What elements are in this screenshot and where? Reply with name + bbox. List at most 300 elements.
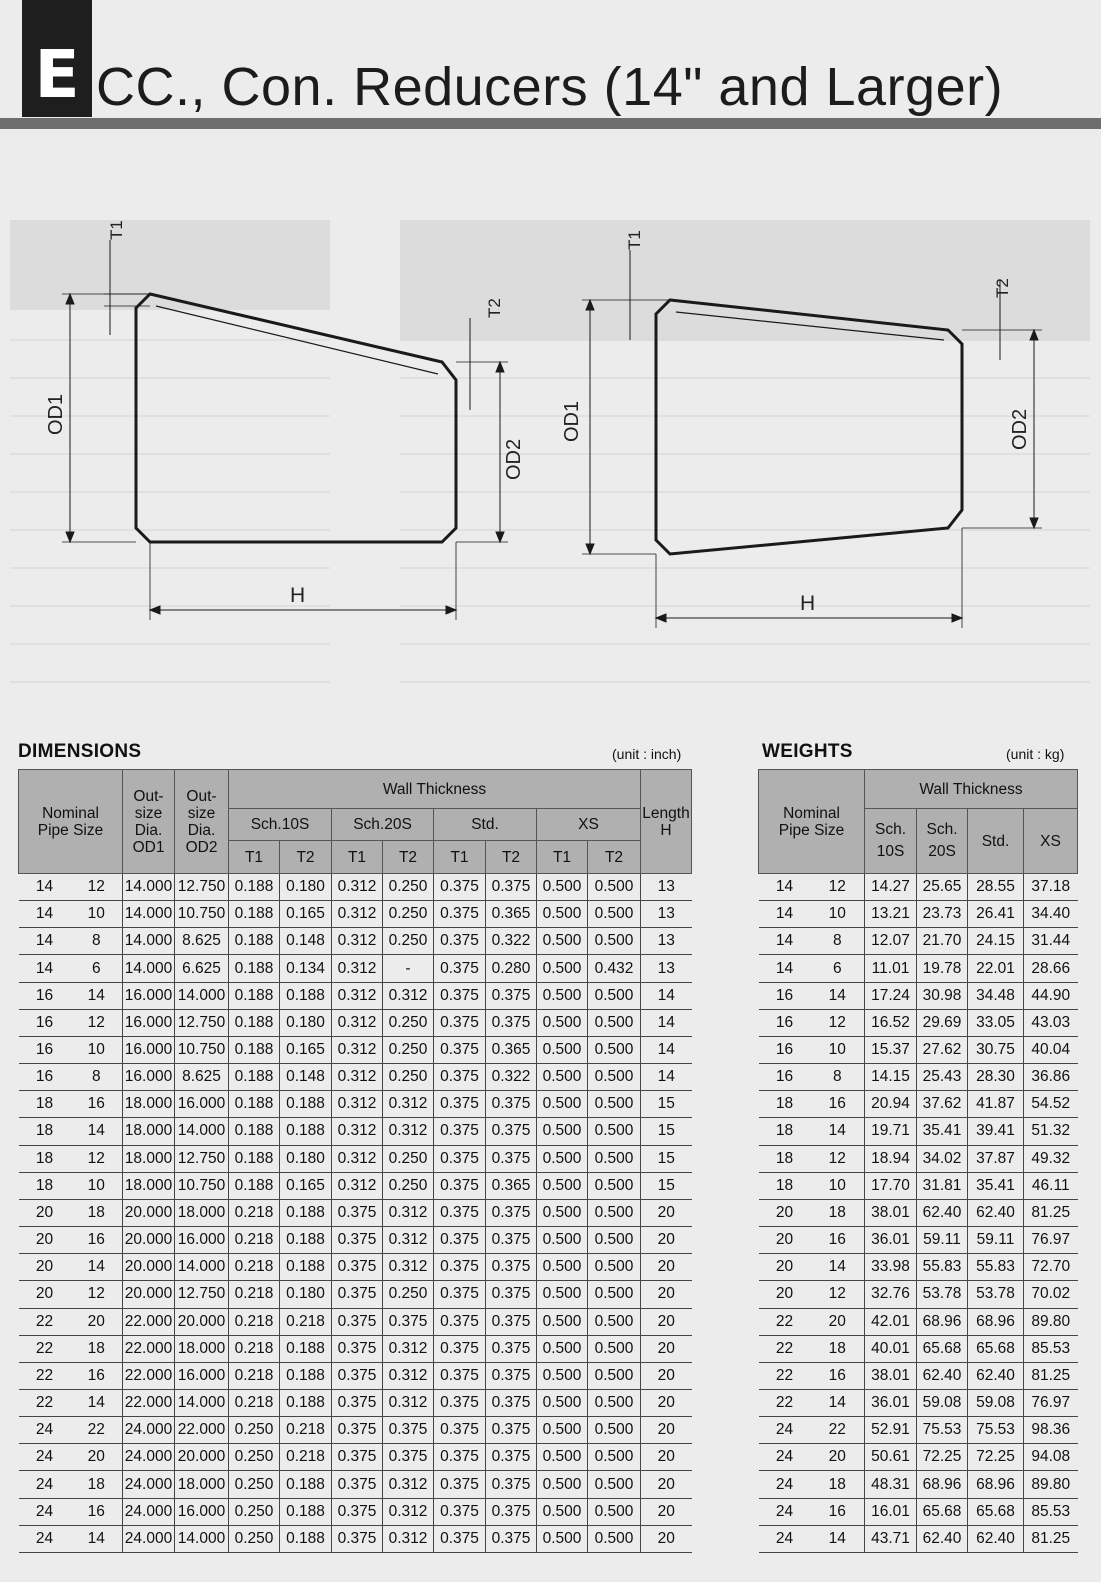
weight-xs-cell: 31.44 — [1024, 928, 1078, 955]
weight-std-cell: 68.96 — [968, 1308, 1024, 1335]
nps-small-cell: 14 — [71, 1118, 123, 1145]
weight-sch10s-cell: 52.91 — [865, 1417, 917, 1444]
weight-std-cell: 26.41 — [968, 901, 1024, 928]
nps-small-cell: 12 — [811, 1145, 865, 1172]
weight-xs-cell: 85.53 — [1024, 1335, 1078, 1362]
t1-header: T1 — [332, 841, 383, 874]
sch20s-t2-cell: 0.312 — [383, 1471, 434, 1498]
length-h-cell: 13 — [641, 874, 692, 901]
weight-xs-cell: 54.52 — [1024, 1091, 1078, 1118]
table-row — [759, 1254, 1078, 1281]
table-row — [19, 1118, 692, 1145]
sch20s-t2-cell: 0.375 — [383, 1308, 434, 1335]
od2-cell: 10.750 — [175, 901, 229, 928]
weights-sch10s-line1: Sch. — [874, 821, 906, 838]
xs-t1-cell: 0.500 — [537, 1118, 588, 1145]
weight-sch20s-cell: 29.69 — [917, 1009, 968, 1036]
table-row — [19, 1009, 692, 1036]
weight-sch10s-cell: 38.01 — [865, 1362, 917, 1389]
weight-xs-cell: 81.25 — [1024, 1525, 1078, 1552]
xs-t1-cell: 0.500 — [537, 1444, 588, 1471]
weight-sch10s-cell: 17.24 — [865, 982, 917, 1009]
weights-sch20s-line1: Sch. — [926, 821, 958, 838]
sch20s-t1-cell: 0.312 — [332, 1064, 383, 1091]
od2-cell: 14.000 — [175, 1254, 229, 1281]
nps-small-cell: 12 — [811, 1281, 865, 1308]
sch20s-t2-cell: 0.312 — [383, 1525, 434, 1552]
weight-sch20s-cell: 65.68 — [917, 1335, 968, 1362]
sch10s-t1-cell: 0.250 — [229, 1525, 280, 1552]
std-t2-cell: 0.375 — [486, 1362, 537, 1389]
std-t1-cell: 0.375 — [434, 1471, 486, 1498]
xs-t2-cell: 0.500 — [588, 1525, 641, 1552]
nps-large-cell: 24 — [759, 1444, 811, 1471]
weight-sch20s-cell: 21.70 — [917, 928, 968, 955]
std-t2-cell: 0.365 — [486, 1036, 537, 1063]
sch10s-t2-cell: 0.188 — [280, 982, 332, 1009]
weight-std-cell: 72.25 — [968, 1444, 1024, 1471]
od1-cell: 24.000 — [123, 1417, 175, 1444]
xs-t1-cell: 0.500 — [537, 1064, 588, 1091]
nps-large-cell: 18 — [759, 1118, 811, 1145]
weight-sch20s-cell: 27.62 — [917, 1036, 968, 1063]
od2-header-line3: Dia. — [187, 821, 216, 839]
weight-sch20s-cell: 19.78 — [917, 955, 968, 982]
std-t2-cell: 0.375 — [486, 1308, 537, 1335]
weight-xs-cell: 81.25 — [1024, 1199, 1078, 1226]
nps-large-cell: 20 — [759, 1199, 811, 1226]
weight-sch20s-cell: 59.08 — [917, 1389, 968, 1416]
weight-std-cell: 37.87 — [968, 1145, 1024, 1172]
nps-small-cell: 14 — [811, 1389, 865, 1416]
weight-xs-cell: 37.18 — [1024, 874, 1078, 901]
od2-cell: 12.750 — [175, 1281, 229, 1308]
od1-cell: 20.000 — [123, 1199, 175, 1226]
weight-std-cell: 65.68 — [968, 1335, 1024, 1362]
std-t1-cell: 0.375 — [434, 1281, 486, 1308]
table-row — [19, 1091, 692, 1118]
od2-header-line4: OD2 — [185, 838, 218, 856]
nps-large-cell: 14 — [19, 928, 71, 955]
od1-cell: 16.000 — [123, 1009, 175, 1036]
sch10s-t2-cell: 0.218 — [280, 1417, 332, 1444]
length-h-cell: 20 — [641, 1362, 692, 1389]
std-t1-cell: 0.375 — [434, 1091, 486, 1118]
nps-small-cell: 8 — [811, 1064, 865, 1091]
sch10s-t1-cell: 0.188 — [229, 928, 280, 955]
table-row — [759, 874, 1078, 901]
std-t2-cell: 0.375 — [486, 874, 537, 901]
weight-xs-cell: 89.80 — [1024, 1471, 1078, 1498]
sch10s-t2-cell: 0.165 — [280, 1036, 332, 1063]
xs-t2-cell: 0.500 — [588, 1091, 641, 1118]
weight-sch20s-cell: 68.96 — [917, 1471, 968, 1498]
nps-large-cell: 24 — [19, 1498, 71, 1525]
weight-sch20s-cell: 59.11 — [917, 1227, 968, 1254]
std-t2-cell: 0.375 — [486, 1254, 537, 1281]
sch10s-t1-cell: 0.188 — [229, 874, 280, 901]
weight-sch20s-cell: 55.83 — [917, 1254, 968, 1281]
xs-t1-cell: 0.500 — [537, 1254, 588, 1281]
table-row — [19, 874, 692, 901]
std-t1-cell: 0.375 — [434, 1389, 486, 1416]
weight-sch20s-cell: 62.40 — [917, 1199, 968, 1226]
od1-cell: 20.000 — [123, 1227, 175, 1254]
nps-small-cell: 22 — [811, 1417, 865, 1444]
od1-cell: 16.000 — [123, 982, 175, 1009]
sch20s-t1-cell: 0.312 — [332, 1036, 383, 1063]
od1-cell: 22.000 — [123, 1362, 175, 1389]
sch20s-t1-cell: 0.375 — [332, 1254, 383, 1281]
od2-cell: 20.000 — [175, 1308, 229, 1335]
length-h-cell: 14 — [641, 1064, 692, 1091]
sch10s-t1-cell: 0.188 — [229, 955, 280, 982]
nps-large-cell: 14 — [759, 955, 811, 982]
od1-cell: 20.000 — [123, 1281, 175, 1308]
od1-cell: 22.000 — [123, 1308, 175, 1335]
od2-cell: 10.750 — [175, 1172, 229, 1199]
table-row — [19, 982, 692, 1009]
nps-large-cell: 20 — [759, 1281, 811, 1308]
reducer-drawings — [0, 210, 1101, 730]
weight-xs-cell: 43.03 — [1024, 1009, 1078, 1036]
weight-sch10s-cell: 20.94 — [865, 1091, 917, 1118]
nps-small-cell: 14 — [811, 1254, 865, 1281]
nps-large-cell: 20 — [759, 1227, 811, 1254]
nps-small-cell: 12 — [71, 1281, 123, 1308]
xs-t1-cell: 0.500 — [537, 1389, 588, 1416]
std-t2-cell: 0.365 — [486, 901, 537, 928]
weight-xs-cell: 89.80 — [1024, 1308, 1078, 1335]
sch20s-t2-cell: 0.375 — [383, 1417, 434, 1444]
weights-sch20s-line2: 20S — [928, 843, 956, 860]
sch20s-t1-cell: 0.375 — [332, 1308, 383, 1335]
nps-small-cell: 16 — [71, 1498, 123, 1525]
weight-std-cell: 59.08 — [968, 1389, 1024, 1416]
xs-t1-cell: 0.500 — [537, 1362, 588, 1389]
std-t1-cell: 0.375 — [434, 1308, 486, 1335]
weight-xs-cell: 98.36 — [1024, 1417, 1078, 1444]
nps-large-cell: 24 — [759, 1417, 811, 1444]
std-t1-cell: 0.375 — [434, 1064, 486, 1091]
xs-t2-cell: 0.500 — [588, 982, 641, 1009]
sch20s-t2-cell: 0.250 — [383, 901, 434, 928]
xs-t1-cell: 0.500 — [537, 1227, 588, 1254]
nps-large-cell: 24 — [759, 1525, 811, 1552]
ecc-od1-label: OD1 — [45, 393, 67, 435]
table-row — [759, 1145, 1078, 1172]
nps-large-cell: 18 — [19, 1145, 71, 1172]
nps-large-cell: 16 — [759, 1009, 811, 1036]
length-header-line2: H — [660, 821, 672, 839]
nps-large-cell: 18 — [759, 1091, 811, 1118]
page-title: CC., Con. Reducers (14" and Larger) — [96, 57, 1004, 117]
length-h-cell: 20 — [641, 1498, 692, 1525]
xs-t2-cell: 0.500 — [588, 1498, 641, 1525]
t1-header: T1 — [434, 841, 486, 874]
sch10s-t2-cell: 0.218 — [280, 1444, 332, 1471]
nps-large-cell: 16 — [759, 1036, 811, 1063]
weights-sch10s-header — [865, 809, 917, 874]
t1-header: T1 — [229, 841, 280, 874]
weight-std-cell: 68.96 — [968, 1471, 1024, 1498]
weight-sch10s-cell: 38.01 — [865, 1199, 917, 1226]
weight-xs-cell: 76.97 — [1024, 1227, 1078, 1254]
xs-t1-cell: 0.500 — [537, 1145, 588, 1172]
weight-sch10s-cell: 14.27 — [865, 874, 917, 901]
weight-xs-cell: 72.70 — [1024, 1254, 1078, 1281]
sch20s-t2-cell: 0.250 — [383, 1036, 434, 1063]
od1-cell: 16.000 — [123, 1064, 175, 1091]
std-t2-cell: 0.375 — [486, 1389, 537, 1416]
sch10s-t1-cell: 0.188 — [229, 901, 280, 928]
weight-sch20s-cell: 30.98 — [917, 982, 968, 1009]
weight-std-cell: 34.48 — [968, 982, 1024, 1009]
length-h-cell: 20 — [641, 1254, 692, 1281]
nps-small-cell: 12 — [811, 874, 865, 901]
nps-small-cell: 14 — [71, 982, 123, 1009]
nps-small-cell: 14 — [811, 1118, 865, 1145]
xs-t2-cell: 0.432 — [588, 955, 641, 982]
sch20s-t1-cell: 0.375 — [332, 1525, 383, 1552]
nps-small-cell: 14 — [71, 1389, 123, 1416]
nps-large-cell: 20 — [19, 1227, 71, 1254]
con-od2-label: OD2 — [1009, 408, 1031, 450]
xs-t1-cell: 0.500 — [537, 901, 588, 928]
length-h-cell: 15 — [641, 1091, 692, 1118]
std-t1-cell: 0.375 — [434, 1254, 486, 1281]
table-row — [759, 1335, 1078, 1362]
od1-cell: 20.000 — [123, 1254, 175, 1281]
table-row — [759, 1308, 1078, 1335]
nps-large-cell: 22 — [19, 1308, 71, 1335]
sch10s-t2-cell: 0.180 — [280, 1281, 332, 1308]
nps-large-cell: 22 — [19, 1362, 71, 1389]
weight-sch10s-cell: 16.01 — [865, 1498, 917, 1525]
nps-large-cell: 22 — [759, 1362, 811, 1389]
std-t2-cell: 0.280 — [486, 955, 537, 982]
sch20s-t1-cell: 0.312 — [332, 1009, 383, 1036]
od2-cell: 6.625 — [175, 955, 229, 982]
table-row — [759, 1525, 1078, 1552]
table-row — [759, 1036, 1078, 1063]
nps-small-cell: 16 — [811, 1498, 865, 1525]
weight-xs-cell: 49.32 — [1024, 1145, 1078, 1172]
weight-sch20s-cell: 37.62 — [917, 1091, 968, 1118]
weight-xs-cell: 44.90 — [1024, 982, 1078, 1009]
table-row — [759, 928, 1078, 955]
length-header-line1: Length — [642, 804, 690, 822]
weight-sch20s-cell: 75.53 — [917, 1417, 968, 1444]
std-t1-cell: 0.375 — [434, 1335, 486, 1362]
xs-t1-cell: 0.500 — [537, 1036, 588, 1063]
nps-small-cell: 20 — [71, 1308, 123, 1335]
sch10s-t2-cell: 0.180 — [280, 1009, 332, 1036]
sch10s-t2-cell: 0.148 — [280, 928, 332, 955]
od1-cell: 14.000 — [123, 955, 175, 982]
xs-t1-cell: 0.500 — [537, 1498, 588, 1525]
xs-t2-cell: 0.500 — [588, 1308, 641, 1335]
od1-cell: 22.000 — [123, 1335, 175, 1362]
length-header — [641, 770, 692, 874]
table-row — [759, 1471, 1078, 1498]
nps-small-cell: 10 — [71, 901, 123, 928]
concentric-reducer-drawing — [582, 250, 1042, 628]
weights-unit: (unit : kg) — [1006, 746, 1065, 762]
xs-t2-cell: 0.500 — [588, 1118, 641, 1145]
std-t1-cell: 0.375 — [434, 928, 486, 955]
xs-t2-cell: 0.500 — [588, 1362, 641, 1389]
xs-t2-cell: 0.500 — [588, 1036, 641, 1063]
nps-small-cell: 6 — [71, 955, 123, 982]
weight-xs-cell: 40.04 — [1024, 1036, 1078, 1063]
sch10s-t2-cell: 0.188 — [280, 1525, 332, 1552]
sch10s-t2-cell: 0.188 — [280, 1362, 332, 1389]
xs-t1-cell: 0.500 — [537, 1525, 588, 1552]
od1-header-line1: Out- — [133, 787, 164, 805]
weight-sch20s-cell: 62.40 — [917, 1362, 968, 1389]
length-h-cell: 14 — [641, 1036, 692, 1063]
nps-large-cell: 20 — [19, 1199, 71, 1226]
weight-sch20s-cell: 72.25 — [917, 1444, 968, 1471]
od2-cell: 10.750 — [175, 1036, 229, 1063]
weights-table — [758, 769, 1078, 1553]
od2-cell: 8.625 — [175, 1064, 229, 1091]
sch20s-t1-cell: 0.375 — [332, 1498, 383, 1525]
weight-std-cell: 35.41 — [968, 1172, 1024, 1199]
table-row — [19, 1362, 692, 1389]
od2-cell: 14.000 — [175, 1118, 229, 1145]
xs-t1-cell: 0.500 — [537, 1199, 588, 1226]
sch20s-header: Sch.20S — [332, 809, 434, 841]
nps-large-cell: 22 — [19, 1389, 71, 1416]
weights-wall-thickness-header: Wall Thickness — [865, 770, 1078, 809]
weight-sch10s-cell: 15.37 — [865, 1036, 917, 1063]
length-h-cell: 20 — [641, 1389, 692, 1416]
weight-std-cell: 33.05 — [968, 1009, 1024, 1036]
length-h-cell: 20 — [641, 1444, 692, 1471]
od1-header-line4: OD1 — [132, 838, 165, 856]
xs-t2-cell: 0.500 — [588, 1064, 641, 1091]
xs-t2-cell: 0.500 — [588, 1227, 641, 1254]
table-row — [759, 1199, 1078, 1226]
sch20s-t1-cell: 0.375 — [332, 1417, 383, 1444]
std-t2-cell: 0.375 — [486, 1281, 537, 1308]
xs-t1-cell: 0.500 — [537, 1009, 588, 1036]
weight-sch10s-cell: 13.21 — [865, 901, 917, 928]
sch10s-t2-cell: 0.188 — [280, 1118, 332, 1145]
weight-sch10s-cell: 50.61 — [865, 1444, 917, 1471]
od2-cell: 18.000 — [175, 1199, 229, 1226]
std-t2-cell: 0.375 — [486, 1444, 537, 1471]
xs-t2-cell: 0.500 — [588, 1389, 641, 1416]
sch20s-t1-cell: 0.312 — [332, 1145, 383, 1172]
weight-sch20s-cell: 31.81 — [917, 1172, 968, 1199]
std-t2-cell: 0.375 — [486, 1417, 537, 1444]
length-h-cell: 20 — [641, 1471, 692, 1498]
nps-small-cell: 20 — [811, 1444, 865, 1471]
od1-header — [123, 770, 175, 874]
weight-std-cell: 30.75 — [968, 1036, 1024, 1063]
nps-large-cell: 20 — [19, 1281, 71, 1308]
weight-sch10s-cell: 14.15 — [865, 1064, 917, 1091]
nps-large-cell: 24 — [19, 1471, 71, 1498]
sch20s-t2-cell: 0.312 — [383, 1227, 434, 1254]
sch10s-t2-cell: 0.180 — [280, 874, 332, 901]
od1-cell: 24.000 — [123, 1525, 175, 1552]
ecc-t1-label: T1 — [107, 220, 126, 240]
section-letter-badge: E — [22, 0, 92, 117]
ecc-t2-label: T2 — [485, 298, 504, 318]
sch10s-t2-cell: 0.188 — [280, 1199, 332, 1226]
sch10s-t2-cell: 0.148 — [280, 1064, 332, 1091]
length-h-cell: 13 — [641, 901, 692, 928]
xs-t1-cell: 0.500 — [537, 1308, 588, 1335]
weight-sch20s-cell: 25.43 — [917, 1064, 968, 1091]
weight-xs-cell: 36.86 — [1024, 1064, 1078, 1091]
nps-small-cell: 6 — [811, 955, 865, 982]
sch20s-t1-cell: 0.312 — [332, 928, 383, 955]
xs-t2-cell: 0.500 — [588, 1009, 641, 1036]
table-row — [19, 1254, 692, 1281]
nps-small-cell: 16 — [71, 1091, 123, 1118]
sch10s-t2-cell: 0.188 — [280, 1335, 332, 1362]
sch20s-t1-cell: 0.312 — [332, 1118, 383, 1145]
sch10s-header: Sch.10S — [229, 809, 332, 841]
wall-thickness-header: Wall Thickness — [229, 770, 641, 809]
table-row — [19, 1525, 692, 1552]
weight-sch20s-cell: 25.65 — [917, 874, 968, 901]
con-t1-label: T1 — [625, 230, 644, 250]
nps-small-cell: 18 — [811, 1199, 865, 1226]
sch20s-t2-cell: 0.312 — [383, 1335, 434, 1362]
length-h-cell: 14 — [641, 982, 692, 1009]
od2-header-line1: Out- — [186, 787, 217, 805]
weights-std-header: Std. — [968, 809, 1024, 874]
nps-small-cell: 18 — [811, 1335, 865, 1362]
sch10s-t2-cell: 0.218 — [280, 1308, 332, 1335]
table-row — [759, 982, 1078, 1009]
sch20s-t1-cell: 0.375 — [332, 1471, 383, 1498]
table-row — [759, 1118, 1078, 1145]
nps-small-cell: 22 — [71, 1417, 123, 1444]
weight-std-cell: 53.78 — [968, 1281, 1024, 1308]
sch10s-t2-cell: 0.165 — [280, 901, 332, 928]
table-row — [759, 1172, 1078, 1199]
weight-sch20s-cell: 68.96 — [917, 1308, 968, 1335]
od1-cell: 24.000 — [123, 1498, 175, 1525]
sch20s-t2-cell: 0.312 — [383, 982, 434, 1009]
table-row — [19, 1308, 692, 1335]
std-t2-cell: 0.375 — [486, 1009, 537, 1036]
t1-header: T1 — [537, 841, 588, 874]
sch10s-t1-cell: 0.218 — [229, 1362, 280, 1389]
sch10s-t1-cell: 0.218 — [229, 1308, 280, 1335]
table-row — [759, 1444, 1078, 1471]
od1-cell: 24.000 — [123, 1444, 175, 1471]
xs-header: XS — [537, 809, 641, 841]
std-t2-cell: 0.375 — [486, 1498, 537, 1525]
std-t1-cell: 0.375 — [434, 874, 486, 901]
xs-t2-cell: 0.500 — [588, 1172, 641, 1199]
od1-cell: 14.000 — [123, 874, 175, 901]
weight-sch20s-cell: 34.02 — [917, 1145, 968, 1172]
sch10s-t1-cell: 0.218 — [229, 1281, 280, 1308]
nps-large-cell: 24 — [759, 1498, 811, 1525]
od2-cell: 14.000 — [175, 1525, 229, 1552]
std-t1-cell: 0.375 — [434, 1199, 486, 1226]
weight-sch20s-cell: 53.78 — [917, 1281, 968, 1308]
